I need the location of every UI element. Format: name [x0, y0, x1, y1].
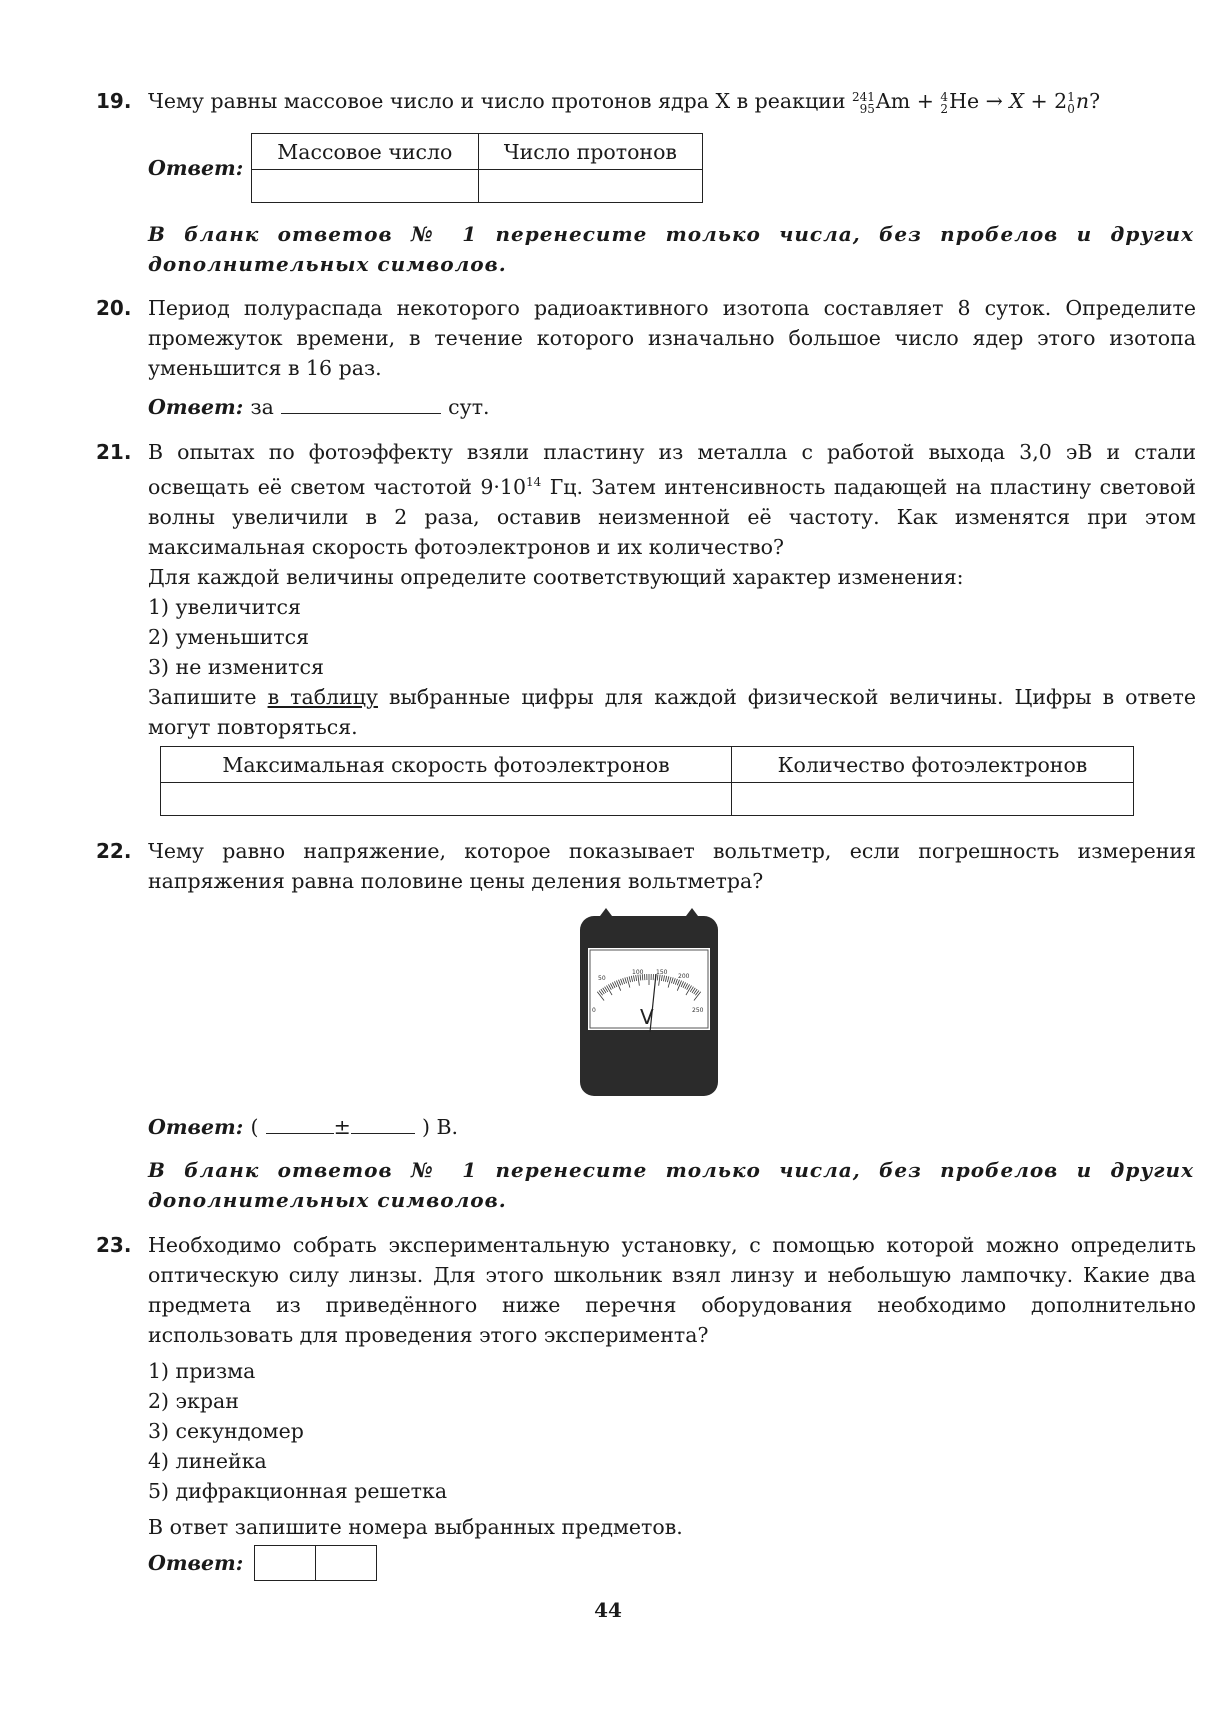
scale-label: 50: [598, 975, 606, 982]
scale-label: 150: [656, 969, 668, 976]
answer-table-21: [160, 746, 1134, 816]
question-text: Необходимо собрать экспериментальную установку, с помощью которой можно определить оптическую силу линзы. Для этого школьник взял линзу и небольшую лампочку. Какие два предмета из приведённого ниже перечня оборудования необходимо дополнительно использовать для проведения этого эксперимента?: [148, 1233, 1196, 1347]
question-text: Период полураспада некоторого радиоактивного изотопа составляет 8 суток. Определите промежуток времени, в течение которого изначально большое число ядер этого изотопа уменьшится в 16 раз.: [148, 296, 1196, 380]
answer-note: В бланк ответов № 1 перенесите только числа, без пробелов и других дополнительных символов.: [148, 1158, 1194, 1212]
table-header: Количество фотоэлектронов: [732, 747, 1134, 783]
question-instruction: Для каждой величины определите соответствующий характер изменения:: [148, 564, 964, 589]
question-text: В опытах по фотоэффекту взяли пластину из металла с работой выхода 3,0 эВ и стали освещать её светом частотой $9\cdot 10^{14}$ Гц. Затем интенсивность падающей на пластину световой волны увеличили в 2 раза, оставив неизменной её частоту. Как изменятся при этом максимальная скорость фотоэлектронов и их количество?: [148, 440, 1196, 559]
question-20: [96, 293, 1196, 383]
question-text: Чему равно напряжение, которое показывает вольтметр, если погрешность измерения напряжения равна половине цены деления вольтметра?: [148, 839, 1196, 893]
question-number: 20.: [96, 296, 132, 320]
list-item: 4) линейка: [148, 1449, 267, 1473]
answer-boxes: [254, 1545, 377, 1581]
answer-line: Ответ: за сут.: [148, 395, 490, 419]
voltmeter-illustration: [580, 908, 718, 1096]
answer-cell[interactable]: [161, 783, 732, 816]
question-23: [96, 1230, 1196, 1542]
question-number: 22.: [96, 839, 132, 863]
list-item: 2) экран: [148, 1389, 239, 1413]
scale-label: 0: [592, 1007, 596, 1014]
answer-label: Ответ:: [148, 1551, 244, 1575]
question-22: [96, 836, 1196, 896]
question-number: 19.: [96, 89, 132, 113]
answer-cell[interactable]: [252, 170, 479, 203]
scale-label: 100: [632, 969, 644, 976]
list-item: 3) секундомер: [148, 1419, 304, 1443]
list-item: 2) уменьшится: [148, 624, 309, 649]
question-number: 23.: [96, 1233, 132, 1257]
reaction-equation: 241 95Am + 4 2He → X + 21 0n?: [852, 89, 1101, 116]
page-number: 44: [594, 1598, 622, 1622]
list-item: 1) увеличится: [148, 594, 301, 619]
scale-label: 250: [692, 1007, 704, 1014]
question-19: [96, 86, 1196, 116]
answer-note: В бланк ответов № 1 перенесите только числа, без пробелов и других дополнительных символов.: [148, 222, 1194, 276]
options-list: [148, 592, 1196, 682]
answer-table-19: [251, 133, 703, 203]
list-item: 5) дифракционная решетка: [148, 1479, 448, 1503]
answer-cell[interactable]: [478, 170, 702, 203]
list-item: 3) не изменится: [148, 654, 324, 679]
table-header: Максимальная скорость фотоэлектронов: [161, 747, 732, 783]
question-number: 21.: [96, 440, 132, 464]
answer-blank[interactable]: [351, 1133, 415, 1134]
list-item: 1) призма: [148, 1359, 256, 1383]
question-text: Чему равны массовое число и число протонов ядра X в реакции: [148, 89, 846, 113]
question-21: [96, 437, 1196, 742]
scale-label: 200: [678, 973, 690, 980]
unit-label: V: [640, 1005, 654, 1029]
answer-box[interactable]: [316, 1545, 377, 1581]
answer-line: Ответ: ( ± ) В.: [148, 1115, 459, 1139]
table-header: Число протонов: [478, 134, 702, 170]
table-header: Массовое число: [252, 134, 479, 170]
answer-label: Ответ:: [148, 156, 244, 180]
options-list: [148, 1356, 1196, 1506]
answer-blank[interactable]: [281, 413, 441, 414]
answer-box[interactable]: [254, 1545, 316, 1581]
answer-cell[interactable]: [732, 783, 1134, 816]
write-instruction: Запишите в таблицу выбранные цифры для каждой физической величины. Цифры в ответе могут повторяться.: [148, 684, 1196, 739]
answer-blank[interactable]: [266, 1133, 334, 1134]
question-instruction: В ответ запишите номера выбранных предметов.: [148, 1515, 683, 1539]
